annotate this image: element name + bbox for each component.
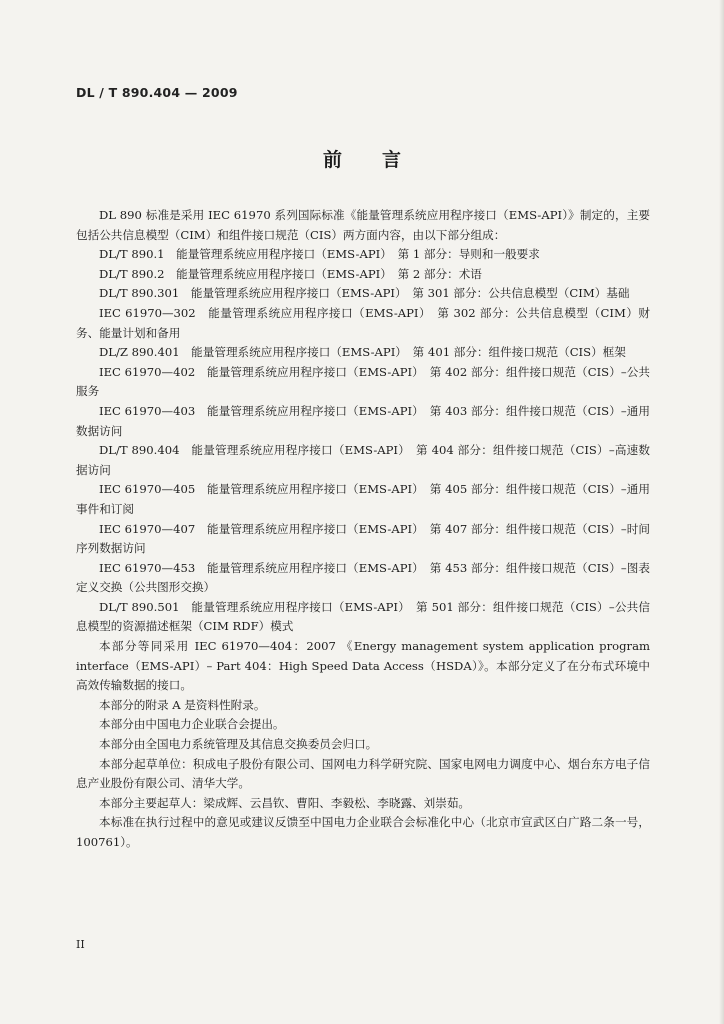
list-item-part-407: IEC 61970—407 能量管理系统应用程序接口（EMS-API） 第 407 部分：组件接口规范（CIS）–时间序列数据访问: [76, 521, 650, 556]
list-item-part-302: IEC 61970—302 能量管理系统应用程序接口（EMS-API） 第 302 部分：公共信息模型（CIM）财务、能量计划和备用: [76, 305, 650, 340]
paragraph-feedback: 本标准在执行过程中的意见或建议反馈至中国电力企业联合会标准化中心（北京市宣武区白广路二条一号，100761）。: [76, 815, 650, 849]
page-edge-shadow: [719, 0, 724, 1024]
page-number: II: [76, 938, 85, 951]
list-item-part-501: DL/T 890.501 能量管理系统应用程序接口（EMS-API） 第 501 部分：组件接口规范（CIS）–公共信息模型的资源描述框架（CIM RDF）模式: [76, 599, 650, 634]
paragraph-proposer: 本部分由中国电力企业联合会提出。: [99, 717, 285, 732]
list-item-part-1: DL/T 890.1 能量管理系统应用程序接口（EMS-API） 第 1 部分：导则和一般要求: [99, 247, 540, 262]
list-item-part-402: IEC 61970—402 能量管理系统应用程序接口（EMS-API） 第 402 部分：组件接口规范（CIS）–公共服务: [76, 364, 650, 399]
list-item-part-2: DL/T 890.2 能量管理系统应用程序接口（EMS-API） 第 2 部分：术语: [99, 266, 482, 281]
paragraph-committee: 本部分由全国电力系统管理及其信息交换委员会归口。: [99, 737, 378, 752]
paragraph-appendix: 本部分的附录 A 是资料性附录。: [99, 697, 266, 712]
paragraph-drafters: 本部分主要起草人：梁成辉、云昌钦、曹阳、李毅松、李晓露、刘崇茹。: [99, 795, 471, 810]
list-item-part-403: IEC 61970—403 能量管理系统应用程序接口（EMS-API） 第 403 部分：组件接口规范（CIS）–通用数据访问: [76, 403, 650, 438]
document-body: [76, 206, 650, 853]
paragraph-adoption: 本部分等同采用 IEC 61970—404：2007 《Energy management system application program interface（EMS-API）– Part 404：High Speed Data Access（HSDA）》。本部分定义了在分布式环境中高效传输数据的接口。: [76, 639, 650, 693]
list-item-part-404: DL/T 890.404 能量管理系统应用程序接口（EMS-API） 第 404 部分：组件接口规范（CIS）–高速数据访问: [76, 443, 650, 477]
document-code: DL / T 890.404 — 2009: [76, 85, 238, 100]
list-item-part-405: IEC 61970—405 能量管理系统应用程序接口（EMS-API） 第 405 部分：组件接口规范（CIS）–通用事件和订阅: [76, 482, 650, 516]
list-item-part-301: DL/T 890.301 能量管理系统应用程序接口（EMS-API） 第 301 部分：公共信息模型（CIM）基础: [99, 286, 630, 301]
paragraph-drafting-units: 本部分起草单位：积成电子股份有限公司、国网电力科学研究院、国家电网电力调度中心、烟台东方电子信息产业股份有限公司、清华大学。: [76, 756, 650, 791]
list-item-part-453: IEC 61970—453 能量管理系统应用程序接口（EMS-API） 第 453 部分：组件接口规范（CIS）–图表定义交换（公共图形交换）: [76, 560, 650, 595]
list-item-part-401: DL/Z 890.401 能量管理系统应用程序接口（EMS-API） 第 401 部分：组件接口规范（CIS）框架: [99, 345, 626, 360]
paragraph-intro: DL 890 标准是采用 IEC 61970 系列国际标准《能量管理系统应用程序接口（EMS-API）》制定的，主要包括公共信息模型（CIM）和组件接口规范（CIS）两方面内容，由以下部分组成：: [76, 208, 650, 242]
page-title: 前言: [322, 149, 441, 171]
